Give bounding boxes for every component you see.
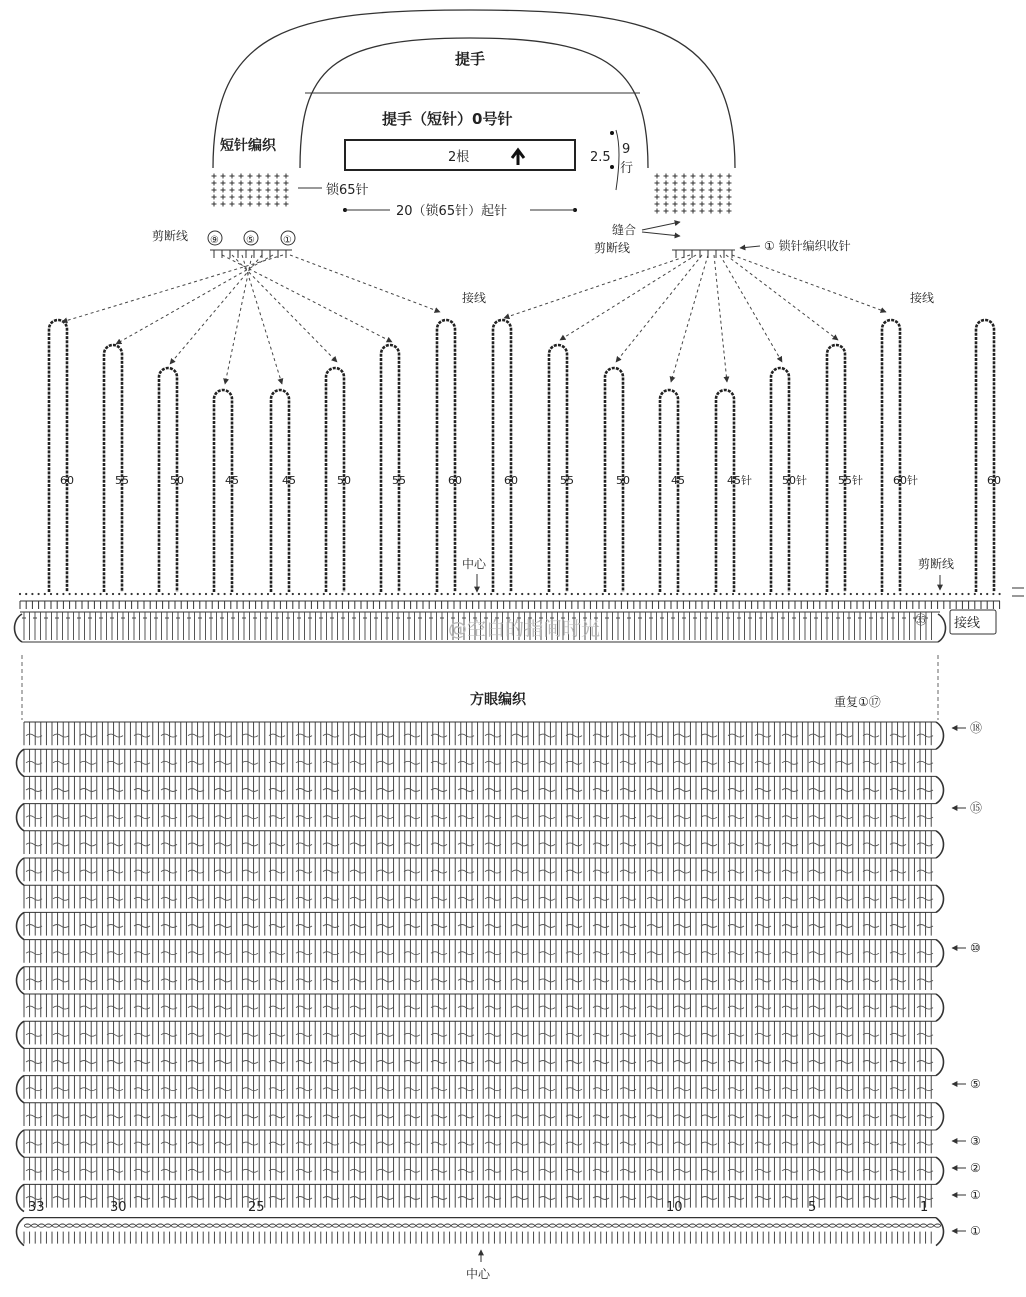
chain-loop: [49, 320, 74, 592]
row-markers: [952, 721, 982, 1238]
top-marker-5: ⑤: [246, 235, 255, 246]
column-number: 33: [28, 1200, 45, 1215]
chain-loop: [437, 320, 462, 592]
repeat-label: 重复①⑰: [834, 695, 881, 709]
connector-arrows: [62, 255, 886, 384]
join-label-side: 接线: [954, 616, 981, 631]
top-marker-1: ①: [283, 235, 292, 246]
chain-loop: [882, 320, 918, 592]
loop-count-label: 50: [616, 474, 630, 487]
loop-count-label: 55针: [838, 474, 863, 487]
center-label-bottom: 中心: [466, 1267, 491, 1281]
loop-count-label: 50: [337, 474, 351, 487]
cut-line-label-left: 剪断线: [152, 229, 189, 243]
handle-rows-unit: 行: [620, 161, 634, 176]
row-marker: ⑩: [970, 941, 981, 955]
column-number: 5: [808, 1200, 817, 1215]
chain-loops: [49, 320, 1001, 592]
column-numbers: [28, 1200, 928, 1215]
chain-loop: [549, 345, 574, 592]
row-marker: ⑱: [970, 721, 983, 735]
column-number: 25: [248, 1200, 265, 1215]
loop-count-label: 45针: [727, 474, 752, 487]
handle-sc-block-left: [212, 174, 289, 207]
row-marker: ⑤: [970, 1077, 981, 1091]
cut-line-label-right: 剪断线: [594, 241, 631, 255]
row-marker: ②: [970, 1161, 981, 1175]
loop-count-label: 45: [671, 474, 685, 487]
column-number: 30: [110, 1200, 127, 1215]
handle-start-label: 20（锁65针）起针: [396, 204, 508, 219]
finish-label: ① 锁针编织收针: [764, 239, 851, 253]
handle-height: 2.5: [590, 150, 611, 165]
chain-loop: [605, 368, 630, 592]
handle-chain-label: 锁65针: [326, 183, 369, 198]
chain-loop: [976, 320, 1001, 592]
cut-line-label-side: 剪断线: [918, 557, 955, 571]
handle-section-label: 提手（短针）0号针: [382, 110, 513, 128]
center-label-top: 中心: [462, 557, 487, 571]
loop-count-label: 50: [170, 474, 184, 487]
sew-label: 缝合: [612, 223, 637, 237]
handle-sc-label: 短针编织: [220, 138, 276, 154]
row-marker: ③: [970, 1134, 981, 1148]
join-label-left: 接线: [462, 291, 487, 305]
loop-count-label: 50针: [782, 474, 807, 487]
loop-count-label: 60: [448, 474, 462, 487]
handle-rows-number: 9: [622, 142, 631, 157]
handle-count: 2根: [448, 150, 470, 165]
chain-loop: [214, 390, 239, 592]
column-number: 10: [666, 1200, 683, 1215]
watermark: @空白的指间时光: [448, 618, 601, 640]
loop-count-label: 55: [560, 474, 574, 487]
chain-loop: [271, 390, 296, 592]
chain-loop: [159, 368, 184, 592]
mesh-title: 方眼编织: [470, 692, 526, 708]
column-number: 1: [920, 1200, 929, 1215]
chain-loop: [381, 345, 406, 592]
chain-loop: [326, 368, 351, 592]
loop-count-label: 60: [987, 474, 1001, 487]
join-label-right: 接线: [910, 291, 935, 305]
top-marker-9: ⑨: [210, 235, 219, 246]
handle-sc-block-right: [655, 174, 732, 214]
chain-loop: [660, 390, 685, 592]
loop-count-label: 60针: [893, 474, 918, 487]
loop-count-label: 45: [282, 474, 296, 487]
chain-loop: [716, 390, 752, 592]
row-marker: ①: [970, 1188, 981, 1202]
circled-35: ㉟: [915, 613, 928, 627]
mesh-grid: [17, 722, 944, 1246]
chain-loop: [827, 345, 863, 592]
loop-count-label: 60: [504, 474, 518, 487]
loop-count-label: 55: [392, 474, 406, 487]
handle-title: 提手: [455, 50, 486, 68]
row-marker: ⑮: [970, 801, 983, 815]
loop-count-label: 60: [60, 474, 74, 487]
loop-count-label: 45: [225, 474, 239, 487]
loop-count-label: 55: [115, 474, 129, 487]
row-marker: ①: [970, 1224, 981, 1238]
chain-loop: [771, 368, 807, 592]
chain-loop: [493, 320, 518, 592]
chain-loop: [104, 345, 129, 592]
